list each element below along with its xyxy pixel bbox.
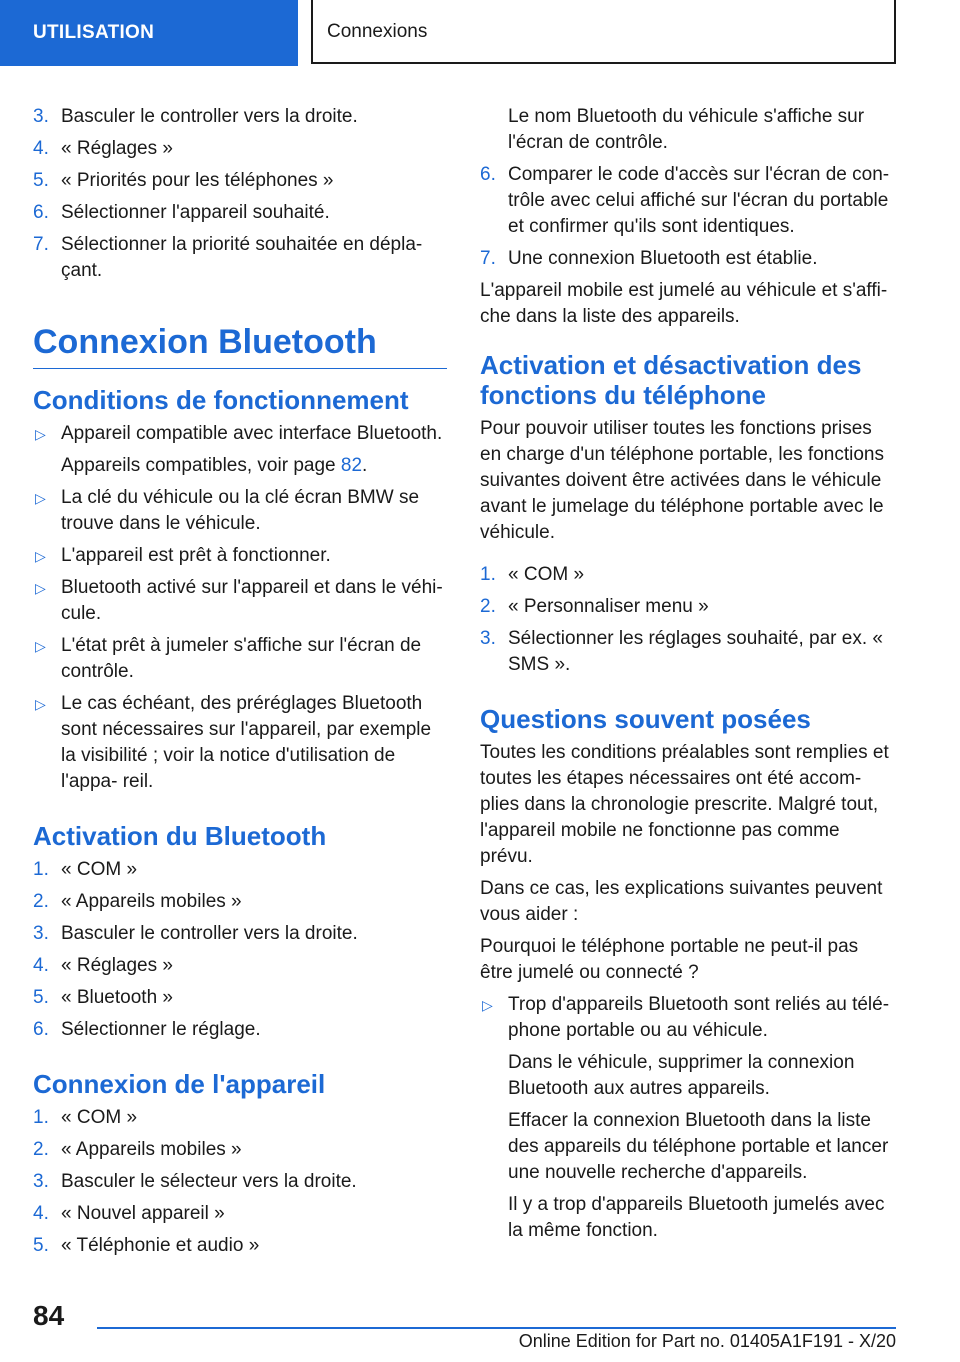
triangle-bullet-icon: ▷ bbox=[35, 490, 46, 506]
triangle-bullet-icon: ▷ bbox=[35, 638, 46, 654]
step-number: 5. bbox=[33, 987, 49, 1008]
list-item bbox=[33, 857, 447, 883]
conditions-list bbox=[33, 421, 447, 795]
section-tab: UTILISATION bbox=[0, 0, 298, 66]
list-item bbox=[33, 232, 447, 284]
step-text: Sélectionner l'appareil souhaité. bbox=[61, 202, 330, 223]
step-number: 4. bbox=[33, 955, 49, 976]
faq-paragraph: Dans ce cas, les explications suivantes peuvent vous aider : bbox=[480, 878, 883, 925]
phone-functions-steps bbox=[480, 562, 896, 678]
faq-answers bbox=[480, 992, 896, 1244]
right-column bbox=[480, 104, 896, 1250]
list-item bbox=[33, 200, 447, 226]
step-text: « Personnaliser menu » bbox=[508, 596, 709, 617]
connection-heading: Connexion de l'appareil bbox=[33, 1069, 326, 1099]
step-text: « Appareils mobiles » bbox=[61, 891, 242, 912]
list-item bbox=[33, 1105, 447, 1131]
paired-note: L'appareil mobile est jumelé au véhicule et s'affi‐ che dans la liste des appareils. bbox=[480, 280, 888, 327]
step-number: 3. bbox=[33, 1171, 49, 1192]
list-item bbox=[480, 992, 896, 1244]
phone-functions-heading: Activation et désactivation des fonctions du téléphone bbox=[480, 350, 862, 410]
answer-detail: Dans le véhicule, supprimer la connexion Bluetooth aux autres appareils. bbox=[508, 1052, 855, 1099]
answer-detail: Effacer la connexion Bluetooth dans la liste des appareils du téléphone portable et lancer une nouvelle recherche d'appareils. bbox=[508, 1110, 889, 1183]
triangle-bullet-icon: ▷ bbox=[482, 997, 493, 1013]
step-text: « Nouvel appareil » bbox=[61, 1203, 225, 1224]
list-item bbox=[33, 1201, 447, 1227]
page-number: 84 bbox=[33, 1300, 65, 1331]
list-item bbox=[33, 1137, 447, 1163]
footer-divider bbox=[97, 1327, 896, 1329]
list-item bbox=[33, 1017, 447, 1043]
condition-text: Bluetooth activé sur l'appareil et dans le véhi‐ cule. bbox=[61, 577, 443, 624]
list-item bbox=[33, 543, 447, 569]
step-text: Sélectionner la priorité souhaitée en dépla‐ çant. bbox=[61, 234, 423, 281]
main-heading: Connexion Bluetooth bbox=[33, 322, 447, 369]
step-number: 1. bbox=[33, 1107, 49, 1128]
faq-heading: Questions souvent posées bbox=[480, 704, 811, 734]
faq-question: Pourquoi le téléphone portable ne peut-il pas être jumelé ou connecté ? bbox=[480, 936, 859, 983]
list-item bbox=[480, 246, 896, 272]
step-number: 4. bbox=[33, 138, 49, 159]
page-header bbox=[0, 0, 960, 66]
step-text: « COM » bbox=[508, 564, 585, 585]
note-prefix: Appareils compatibles, voir page bbox=[61, 455, 341, 476]
condition-text: Appareil compatible avec interface Bluetooth. bbox=[61, 423, 443, 444]
chapter-title: Connexions bbox=[311, 0, 896, 64]
step-number: 4. bbox=[33, 1203, 49, 1224]
step-number: 3. bbox=[33, 106, 49, 127]
list-item bbox=[33, 921, 447, 947]
step-text: « Priorités pour les téléphones » bbox=[61, 170, 334, 191]
compatible-devices-note bbox=[61, 453, 447, 479]
step-number: 2. bbox=[33, 891, 49, 912]
list-item bbox=[33, 136, 447, 162]
step-number: 6. bbox=[33, 202, 49, 223]
step-text: Une connexion Bluetooth est établie. bbox=[508, 248, 818, 269]
page-link[interactable]: 82 bbox=[340, 455, 363, 476]
step-number: 3. bbox=[33, 923, 49, 944]
step-number: 5. bbox=[33, 170, 49, 191]
list-item bbox=[33, 691, 447, 795]
step-number: 6. bbox=[480, 164, 496, 185]
step-text: Sélectionner les réglages souhaité, par ex. « SMS ». bbox=[508, 628, 883, 675]
list-item bbox=[33, 953, 447, 979]
step-number: 6. bbox=[33, 1019, 49, 1040]
answer-detail: Il y a trop d'appareils Bluetooth jumelés avec la même fonction. bbox=[508, 1194, 885, 1241]
list-item bbox=[33, 485, 447, 537]
step-text: Basculer le sélecteur vers la droite. bbox=[61, 1171, 357, 1192]
connection-steps-continued bbox=[480, 162, 896, 272]
step-text: « Appareils mobiles » bbox=[61, 1139, 242, 1160]
step-text: « COM » bbox=[61, 859, 138, 880]
step-number: 7. bbox=[33, 234, 49, 255]
step-number: 1. bbox=[480, 564, 496, 585]
list-item bbox=[33, 168, 447, 194]
list-item bbox=[33, 1169, 447, 1195]
left-column bbox=[33, 104, 447, 1265]
steps-list-top bbox=[33, 104, 447, 284]
list-item bbox=[33, 633, 447, 685]
condition-text: L'état prêt à jumeler s'affiche sur l'écran de contrôle. bbox=[61, 635, 422, 682]
triangle-bullet-icon: ▷ bbox=[35, 696, 46, 712]
step-number: 1. bbox=[33, 859, 49, 880]
step-number: 5. bbox=[33, 1235, 49, 1256]
condition-text: L'appareil est prêt à fonctionner. bbox=[61, 545, 331, 566]
step-text: Comparer le code d'accès sur l'écran de con‐ trôle avec celui affiché sur l'écran du portable et confirmer qu'ils sont identiques. bbox=[508, 164, 890, 237]
step-text: Basculer le controller vers la droite. bbox=[61, 923, 358, 944]
step-text: Sélectionner le réglage. bbox=[61, 1019, 261, 1040]
activation-heading: Activation du Bluetooth bbox=[33, 821, 327, 851]
list-item bbox=[480, 626, 896, 678]
list-item bbox=[480, 162, 896, 240]
step-text: Basculer le controller vers la droite. bbox=[61, 106, 358, 127]
condition-text: Le cas échéant, des préréglages Bluetooth sont nécessaires sur l'appareil, par exemple la visibilité ; voir la notice d'utilisation de l'appa‐ reil. bbox=[61, 693, 432, 792]
list-item bbox=[33, 889, 447, 915]
list-item bbox=[33, 104, 447, 130]
step-number: 7. bbox=[480, 248, 496, 269]
triangle-bullet-icon: ▷ bbox=[35, 580, 46, 596]
note-suffix: . bbox=[362, 455, 368, 476]
step-text: « Bluetooth » bbox=[61, 987, 173, 1008]
phone-functions-intro: Pour pouvoir utiliser toutes les fonctions prises en charge d'un téléphone portable, les fonctions suivantes doivent être activées dans le véhicule avant le jumelage du téléphone portable avec le véhicule. bbox=[480, 418, 884, 543]
step-number: 2. bbox=[480, 596, 496, 617]
faq-paragraph: Toutes les conditions préalables sont remplies et toutes les étapes nécessaires ont été accom‐ plies dans la chronologie prescrite. Malgré tout, l'appareil mobile ne fonctionne pas comme prévu. bbox=[480, 742, 889, 867]
conditions-heading: Conditions de fonctionnement bbox=[33, 385, 409, 415]
continuation-text: Le nom Bluetooth du véhicule s'affiche sur l'écran de contrôle. bbox=[508, 106, 865, 153]
condition-text: La clé du véhicule ou la clé écran BMW se trouve dans le véhicule. bbox=[61, 487, 420, 534]
list-item bbox=[480, 562, 896, 588]
list-item bbox=[480, 594, 896, 620]
activation-steps bbox=[33, 857, 447, 1043]
triangle-bullet-icon: ▷ bbox=[35, 548, 46, 564]
connection-steps bbox=[33, 1105, 447, 1259]
list-item bbox=[33, 985, 447, 1011]
step-text: « Téléphonie et audio » bbox=[61, 1235, 260, 1256]
edition-footer: Online Edition for Part no. 01405A1F191 - X/20 bbox=[518, 1331, 896, 1351]
list-item bbox=[33, 575, 447, 627]
list-item bbox=[33, 421, 447, 479]
step-number: 3. bbox=[480, 628, 496, 649]
step-text: « Réglages » bbox=[61, 138, 173, 159]
step-number: 2. bbox=[33, 1139, 49, 1160]
answer-text: Trop d'appareils Bluetooth sont reliés au télé‐ phone portable ou au véhicule. bbox=[508, 994, 890, 1041]
step-text: « Réglages » bbox=[61, 955, 173, 976]
list-item bbox=[33, 1233, 447, 1259]
step-text: « COM » bbox=[61, 1107, 138, 1128]
triangle-bullet-icon: ▷ bbox=[35, 426, 46, 442]
